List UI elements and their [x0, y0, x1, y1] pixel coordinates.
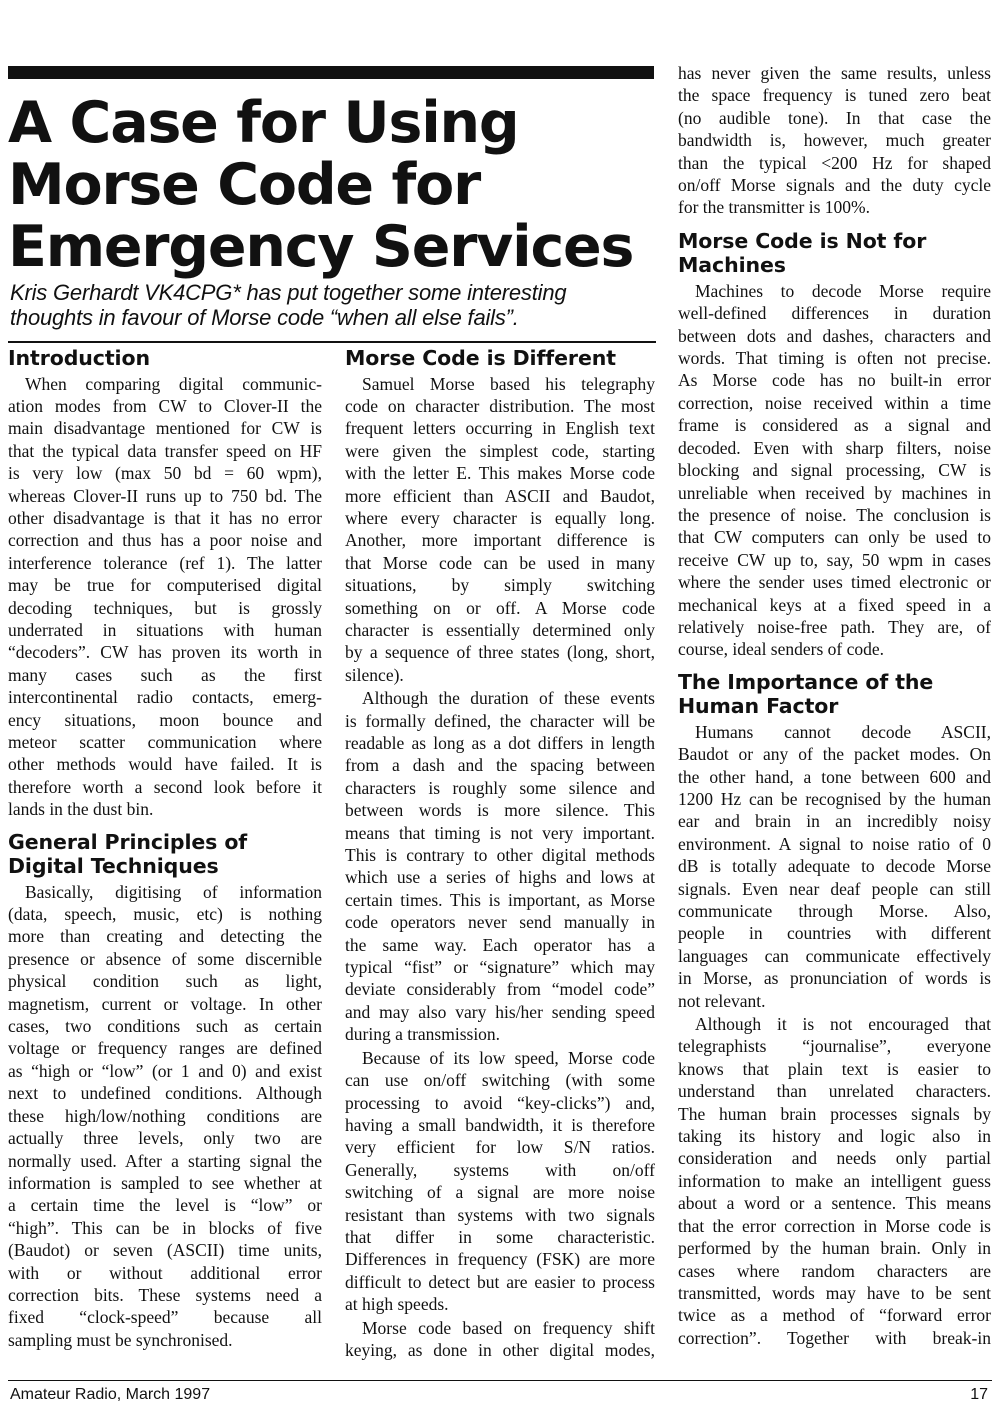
text-line: whereas Clover-II runs up to 750 bd. The	[8, 485, 322, 506]
text-line: correction”. Together with break-in	[678, 1327, 991, 1348]
text-line: something on or off. A Morse code	[345, 597, 655, 618]
text-line: that the typical data transfer speed on HF	[8, 440, 322, 461]
text-line: intercontinental radio contacts, emerg-	[8, 687, 322, 708]
text-line: the other hand, a tone between 600 and	[678, 766, 991, 787]
text-line: Because of its low speed, Morse code	[362, 1047, 655, 1068]
text-line: ear and brain in an incredibly noisy	[678, 811, 991, 832]
heading-morse-code-different	[345, 346, 655, 371]
text-line: ation modes from CW to Clover-II the	[8, 395, 322, 416]
text-line: other disadvantage is that it has no error	[8, 507, 322, 528]
text-line: magnetism, current or voltage. In other	[8, 993, 322, 1014]
text-line: not relevant.	[678, 990, 766, 1011]
paragraph-general-principles	[8, 881, 322, 1352]
paragraph-morse-different-4	[345, 1317, 655, 1362]
text-line: Generally, systems with on/off	[345, 1159, 655, 1180]
text-line: in Morse, as pronunciation of words is	[678, 968, 991, 989]
text-line: sampling must be synchronised.	[8, 1329, 233, 1350]
text-line: (no audible tone). In that case the	[678, 107, 991, 128]
text-line: dB is totally adequate to decode Morse	[678, 856, 991, 877]
text-line: As Morse code has no built-in error	[678, 370, 991, 391]
text-line: main disadvantage mentioned for CW is	[8, 418, 322, 439]
text-line: with or without additional error	[8, 1262, 322, 1283]
page-number: 17	[970, 1386, 988, 1403]
text-line: can use on/off switching (with some	[345, 1070, 655, 1091]
text-line: as “high or “low” (or 1 and 0) and exist	[8, 1060, 322, 1081]
text-line: about a word or a sentence. This means	[678, 1193, 991, 1214]
text-line: more than creating and detecting the	[8, 926, 322, 947]
text-line: frequent letters occurring in English text	[345, 418, 655, 439]
text-line: ency situations, moon bounce and	[8, 709, 322, 730]
text-line: presence or absence of some discernible	[8, 948, 322, 969]
text-line: correction and thus has a poor noise and	[8, 530, 322, 551]
text-line: correction, noise received within a time	[678, 392, 991, 413]
text-line: may be true for computerised digital	[8, 575, 322, 596]
text-line: decoding techniques, but is grossly	[8, 597, 322, 618]
text-line: that the error correction in Morse code is	[678, 1215, 991, 1236]
heading-line: The Importance of the	[678, 669, 934, 694]
text-line: which use a series of highs and lows at	[345, 867, 655, 888]
text-line: readable as long as a dot differs in length	[345, 733, 655, 753]
column-1	[8, 346, 322, 1351]
text-line: difficult to detect but are easier to process	[345, 1271, 655, 1292]
text-line: character is essentially determined only	[345, 619, 655, 640]
heading-line: Human Factor	[678, 694, 839, 719]
text-line: means that timing is not very important.	[345, 822, 655, 843]
text-line: switching of a signal are more noise	[345, 1182, 655, 1203]
footer-rule	[8, 1380, 992, 1381]
text-line: where every character is equally long.	[345, 507, 655, 528]
text-line: knows that plain text is easier to	[678, 1058, 991, 1079]
top-rule	[8, 66, 654, 79]
text-line: Machines to decode Morse require	[695, 280, 991, 301]
article-title	[8, 92, 658, 278]
text-line: resistant than systems with two signals	[345, 1204, 655, 1225]
text-line: characters is roughly some silence and	[345, 777, 655, 798]
text-line: (Baudot) or seven (ASCII) time units,	[8, 1240, 322, 1261]
text-line: from a dash and the spacing between	[345, 755, 655, 776]
text-line: voltage or frequency ranges are defined	[8, 1038, 322, 1059]
text-line: by a sequence of three states (long, short,	[345, 642, 655, 663]
text-line: having a small bandwidth, it is therefore	[345, 1114, 655, 1135]
text-line: more efficient than ASCII and Baudot,	[345, 485, 655, 506]
text-line: performed by the human brain. Only in	[678, 1238, 991, 1259]
paragraph-morse-different-2	[345, 687, 655, 1046]
text-line: Although the duration of these events	[362, 688, 655, 709]
text-line: information is sampled to see whether at	[8, 1172, 322, 1193]
text-line: interference tolerance (ref 1). The latter	[8, 552, 322, 573]
heading-general-principles	[8, 830, 322, 879]
text-line: that Morse code can be used in many	[345, 552, 655, 573]
text-line: a certain time the level is “low” or	[8, 1195, 322, 1216]
heading-not-for-machines	[678, 229, 991, 278]
text-line: course, ideal senders of code.	[678, 639, 885, 660]
text-line: than the typical <200 Hz for shaped	[678, 152, 991, 173]
heading-line: Machines	[678, 253, 786, 278]
text-line: deviate considerably from “model code”	[345, 979, 655, 1000]
text-line: typical “fist” or “signature” which may	[345, 957, 655, 978]
text-line: receive CW up to, say, 50 wpm in cases	[678, 549, 991, 570]
text-line: for the transmitter is 100%.	[678, 197, 870, 218]
text-line: understand than unrelated characters.	[678, 1081, 991, 1102]
text-line: Samuel Morse based his telegraphy	[362, 373, 655, 394]
text-line: where the sender uses timed electronic or	[678, 572, 991, 593]
text-line: at high speeds.	[345, 1294, 449, 1315]
text-line: that differ in some characteristic.	[345, 1226, 655, 1247]
text-line: information to make an intelligent guess	[678, 1170, 991, 1191]
text-line: bandwidth is, however, much greater	[678, 130, 991, 151]
paragraph-human-factor-2	[678, 1013, 991, 1349]
text-line: next to undefined conditions. Although	[8, 1083, 322, 1104]
text-line: correction bits. These systems need a	[8, 1284, 322, 1305]
text-line: communicate through Morse. Also,	[678, 901, 991, 921]
text-line: “decoders”. CW has proven its worth in	[8, 642, 322, 663]
text-line: therefore worth a second look before it	[8, 776, 322, 797]
text-line: blocking and signal processing, CW is	[678, 460, 991, 481]
text-line: well-defined differences in duration	[678, 303, 991, 324]
text-line: (data, speech, music, etc) is nothing	[8, 904, 322, 925]
heading-line: Introduction	[8, 346, 150, 370]
text-line: lands in the dust bin.	[8, 799, 154, 820]
heading-line: Digital Techniques	[8, 854, 219, 879]
text-line: many cases such as the first	[8, 664, 322, 685]
text-line: decoded. Even with sharp filters, noise	[678, 437, 991, 458]
text-line: Humans cannot decode ASCII,	[695, 721, 991, 742]
text-line: and may also vary his/her sending speed	[345, 1001, 655, 1022]
text-line: environment. A signal to noise ratio of 0	[678, 833, 991, 854]
text-line: code on character distribution. The most	[345, 395, 655, 416]
text-line: between words is more silence. This	[345, 800, 655, 821]
paragraph-human-factor-1	[678, 721, 991, 1012]
text-line: Another, more important difference is	[345, 530, 655, 551]
text-line: unreliable when received by machines in	[678, 482, 991, 503]
text-line: taking its history and logic also in	[678, 1126, 991, 1147]
paragraph-continued	[678, 62, 991, 219]
text-line: these high/low/nothing conditions are	[8, 1105, 322, 1126]
text-line: consideration and needs only partial	[678, 1148, 991, 1169]
text-line: relatively noise-free path. They are, of	[678, 616, 991, 637]
text-line: has never given the same results, unless	[678, 63, 991, 83]
footer-publication: Amateur Radio, March 1997	[10, 1386, 211, 1403]
text-line: “high”. This can be in blocks of five	[8, 1217, 322, 1238]
heading-line: General Principles of	[8, 829, 248, 854]
standfirst-line: thoughts in favour of Morse code “when all else fails”.	[10, 305, 519, 330]
text-line: cases where random characters are	[678, 1260, 991, 1281]
text-line: keying, as done in other digital modes,	[345, 1339, 655, 1360]
standfirst-rule	[8, 341, 656, 343]
text-line: actually three levels, only two are	[8, 1128, 322, 1149]
text-line: people in countries with different	[678, 923, 991, 944]
text-line: twice as a method of “forward error	[678, 1305, 991, 1326]
text-line: situations, by simply switching	[345, 575, 655, 596]
article-standfirst	[10, 280, 660, 330]
text-line: the space frequency is tuned zero beat	[678, 85, 991, 106]
text-line: between dots and dashes, characters and	[678, 325, 991, 346]
text-line: processing to avoid “key-clicks”) and,	[345, 1092, 655, 1113]
paragraph-not-for-machines	[678, 280, 991, 661]
heading-human-factor	[678, 670, 991, 719]
paragraph-morse-different-1	[345, 373, 655, 687]
text-line: Although it is not encouraged that	[695, 1014, 991, 1035]
text-line: frame is considered as a signal and	[678, 415, 991, 436]
text-line: Morse code based on frequency shift	[362, 1317, 655, 1338]
paragraph-morse-different-3	[345, 1047, 655, 1316]
text-line: 1200 Hz can be recognised by the human	[678, 788, 991, 809]
text-line: languages can communicate effectively	[678, 945, 991, 966]
title-line: Emergency Services	[8, 214, 634, 280]
text-line: transmitted, words may have to be sent	[678, 1282, 991, 1303]
text-line: certain times. This is important, as Morse	[345, 889, 655, 910]
text-line: during a transmission.	[345, 1024, 501, 1045]
paragraph-introduction	[8, 373, 322, 821]
text-line: on/off Morse signals and the duty cycle	[678, 175, 991, 196]
heading-introduction	[8, 346, 322, 371]
title-line: Morse Code for	[8, 152, 480, 218]
text-line: code operators never send manually in	[345, 912, 655, 933]
text-line: Differences in frequency (FSK) are more	[345, 1249, 655, 1270]
text-line: fixed “clock-speed” because all	[8, 1307, 322, 1328]
text-line: Baudot or any of the packet modes. On	[678, 744, 991, 765]
standfirst-line: Kris Gerhardt VK4CPG* has put together some interesting	[10, 280, 567, 305]
text-line: When comparing digital communic-	[25, 373, 322, 394]
text-line: meteor scatter communication where	[8, 732, 322, 752]
text-line: normally used. After a starting signal the	[8, 1150, 322, 1171]
text-line: other methods would have failed. It is	[8, 754, 322, 775]
text-line: is very low (max 50 bd = 60 wpm),	[8, 463, 322, 484]
text-line: underrated in situations with human	[8, 619, 322, 640]
text-line: the presence of noise. The conclusion is	[678, 504, 991, 525]
text-line: cases, two conditions such as certain	[8, 1016, 322, 1037]
text-line: that CW computers can only be used to	[678, 527, 991, 548]
text-line: Basically, digitising of information	[25, 881, 322, 902]
heading-line: Morse Code is Not for	[678, 228, 927, 253]
text-line: words. That timing is often not precise.	[678, 348, 991, 369]
text-line: the same way. Each operator has a	[345, 934, 655, 955]
heading-line: Morse Code is Different	[345, 346, 616, 370]
text-line: mechanical keys at a fixed speed in a	[678, 594, 991, 615]
text-line: The human brain processes signals by	[678, 1103, 991, 1124]
text-line: very efficient for low S/N ratios.	[345, 1137, 655, 1158]
text-line: signals. Even near deaf people can still	[678, 878, 991, 899]
text-line: were given the simplest code, starting	[345, 440, 655, 461]
text-line: is formally defined, the character will be	[345, 710, 655, 731]
title-line: A Case for Using	[8, 90, 519, 156]
text-line: physical condition such as light,	[8, 971, 322, 992]
text-line: with the letter E. This makes Morse code	[345, 463, 655, 484]
text-line: silence).	[345, 664, 404, 685]
column-3	[678, 62, 991, 1349]
text-line: This is contrary to other digital methods	[345, 845, 655, 866]
column-2	[345, 346, 655, 1361]
text-line: telegraphists “journalise”, everyone	[678, 1036, 991, 1057]
